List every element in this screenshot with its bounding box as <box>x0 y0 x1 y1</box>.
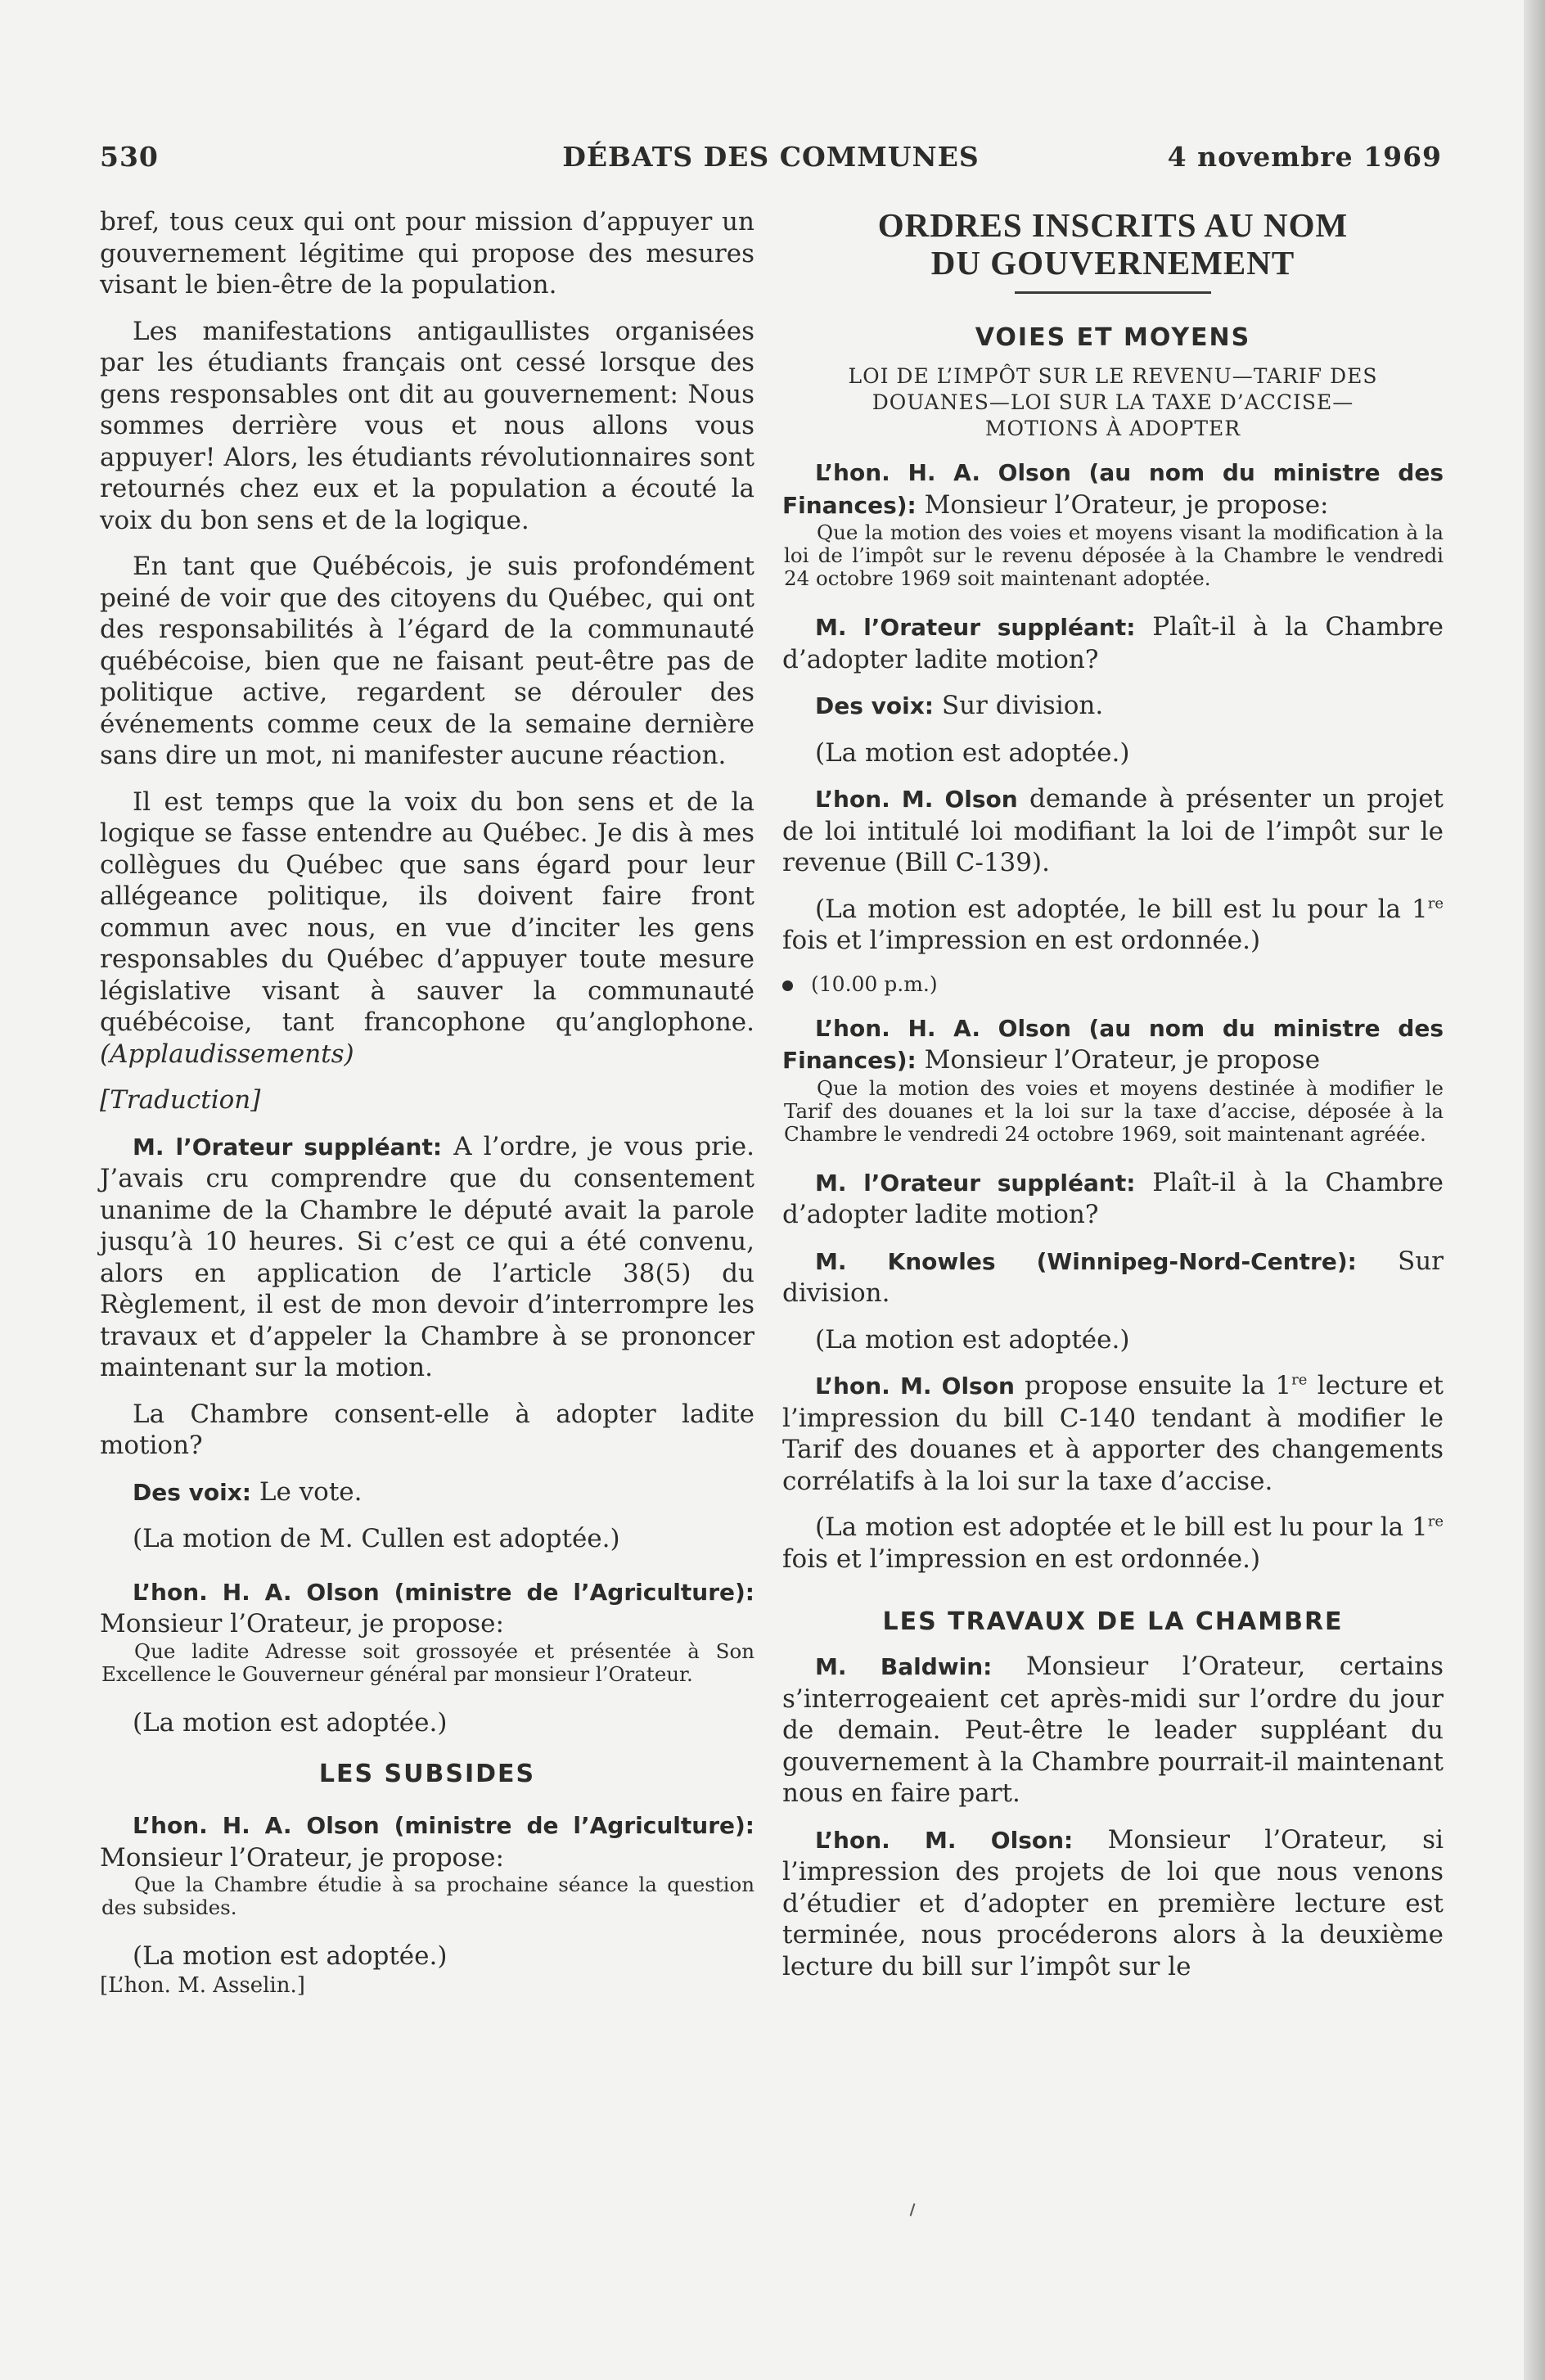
speech <box>100 1131 754 1384</box>
page-header <box>100 141 1442 180</box>
procedural-note: (La motion est adoptée et le bill est lu pour la 1re fois et l’impression en est ordonnée.) <box>782 1512 1444 1574</box>
speech <box>782 1012 1444 1077</box>
procedural-note: (La motion de M. Cullen est adoptée.) <box>133 1524 620 1553</box>
speech-text: Le vote. <box>251 1476 363 1507</box>
speech <box>782 1246 1444 1309</box>
applause-note: (Applaudissements) <box>100 1039 354 1069</box>
procedural-note: (La motion est adoptée.) <box>815 737 1130 768</box>
speaker-name: L’hon. H. A. Olson (ministre de l’Agriculture): <box>133 1578 754 1606</box>
print-mark <box>910 2203 916 2216</box>
motion-text: Que la motion des voies et moyens visant la modification à la loi de l’impôt sur le revenu déposée à la Chambre le vendredi 24 octobre 1969 soit maintenant adoptée. <box>784 521 1444 590</box>
speaker-tag: [L’hon. M. Asselin.] <box>100 1972 305 1998</box>
right-column <box>782 206 1444 1982</box>
speech <box>782 457 1444 521</box>
page-edge-shadow <box>1524 0 1545 2380</box>
paragraph: La Chambre consent-elle à adopter ladite motion? <box>100 1399 754 1460</box>
speaker-name: L’hon. M. Olson <box>815 786 1018 813</box>
heading-rule <box>1015 291 1211 294</box>
speech <box>782 1651 1444 1810</box>
paragraph <box>100 787 754 1071</box>
motion-text: Que la Chambre étudie à sa prochaine séance la question des subsides. <box>101 1873 754 1919</box>
speech <box>100 1576 754 1640</box>
journal-title: DÉBATS DES COMMUNES <box>562 141 980 173</box>
speech <box>100 1476 754 1509</box>
speech-text: Sur division. <box>934 691 1104 720</box>
speech-text: Monsieur l’Orateur, certains s’interrogeaient cet après-midi sur l’ordre du jour de demain. Peut-être le leader suppléant du gouvernement à la Chambre pourrait-il maintenant nous en faire part. <box>782 1652 1444 1808</box>
time-marker: (10.00 p.m.) <box>782 971 1444 998</box>
translation-note: [Traduction] <box>100 1085 261 1115</box>
speech-text: Monsieur l’Orateur, je propose <box>916 1045 1321 1075</box>
speech <box>782 1167 1444 1231</box>
speech: L’hon. M. Olson propose ensuite la 1re lecture et l’impression du bill C-140 tendant à modifier le Tarif des douanes et à apporter des changements corrélatifs à la loi sur la taxe d’accise. <box>782 1371 1444 1496</box>
speaker-name: Des voix: <box>815 692 934 719</box>
speaker-name: Des voix: <box>133 1478 251 1506</box>
speaker-name: M. Baldwin: <box>815 1653 993 1680</box>
sub-heading: LOI DE L’IMPÔT SUR LE REVENU—TARIF DES DOUANES—LOI SUR LA TAXE D’ACCISE— MOTIONS À ADOPTER <box>848 364 1378 440</box>
speaker-name: L’hon. M. Olson <box>815 1373 1015 1400</box>
procedural-note: (La motion est adoptée.) <box>133 1707 448 1738</box>
speech-text: Monsieur l’Orateur, je propose: <box>100 1609 504 1639</box>
section-heading: LES TRAVAUX DE LA CHAMBRE <box>882 1607 1344 1636</box>
speaker-name: L’hon. M. Olson: <box>815 1826 1074 1854</box>
speaker-name: M. l’Orateur suppléant: <box>133 1133 443 1161</box>
paragraph-text: Il est temps que la voix du bon sens et de la logique se fasse entendre au Québec. Je dis à mes collègues du Québec que sans égard pour leur allégeance politique, ils doivent faire front commun avec nous, en vue d’inciter les gens responsables du Québec d’appuyer toute mesure législative visant à sauver la communauté québécoise, tant francophone qu’anglophone. <box>100 787 754 1037</box>
speech <box>100 1810 754 1873</box>
speaker-name: M. l’Orateur suppléant: <box>815 1169 1136 1197</box>
main-heading: ORDRES INSCRITS AU NOM DU GOUVERNEMENT <box>877 206 1349 282</box>
speaker-name: L’hon. H. A. Olson (au nom du ministre des Finances): <box>782 459 1444 519</box>
page-date: 4 novembre 1969 <box>1167 141 1442 173</box>
speech-text: demande à présenter un projet de loi intitulé loi modifiant la loi de l’impôt sur le revenue (Bill C-139). <box>782 784 1444 877</box>
section-heading: VOIES ET MOYENS <box>975 323 1251 352</box>
left-column <box>100 206 754 1999</box>
speech <box>782 611 1444 675</box>
speaker-name: M. Knowles (Winnipeg-Nord-Centre): <box>815 1247 1357 1275</box>
speaker-name: M. l’Orateur suppléant: <box>815 614 1136 641</box>
motion-text: Que la motion des voies et moyens destinée à modifier le Tarif des douanes et la loi sur la taxe d’accise, déposée à la Chambre le vendredi 24 octobre 1969, soit maintenant agréée. <box>784 1075 1444 1146</box>
speech-text: Sur division. <box>782 1246 1444 1308</box>
bullet-icon <box>782 980 793 991</box>
page-number: 530 <box>100 141 159 173</box>
speaker-name: L’hon. H. A. Olson (au nom du ministre des Finances): <box>782 1014 1444 1074</box>
motion-text: Que ladite Adresse soit grossoyée et présentée à Son Excellence le Gouverneur général par monsieur l’Orateur. <box>101 1639 754 1686</box>
speech <box>782 1824 1444 1983</box>
paragraph: En tant que Québécois, je suis profondément peiné de voir que des citoyens du Québec, qui ont des responsabilités à l’égard de la communauté québécoise, bien que ne faisant peut-être pas de politique active, regardent se dérouler des événements comme ceux de la semaine dernière sans dire un mot, ni manifester aucune réaction. <box>100 552 754 770</box>
section-heading: LES SUBSIDES <box>318 1760 536 1788</box>
procedural-note: (La motion est adoptée.) <box>815 1324 1130 1355</box>
speech-text: Plaît-il à la Chambre d’adopter ladite motion? <box>782 612 1444 674</box>
procedural-note: (La motion est adoptée, le bill est lu pour la 1re fois et l’impression en est ordonnée.) <box>782 894 1444 955</box>
speech-text: Monsieur l’Orateur, je propose: <box>100 1842 504 1873</box>
paragraph: Les manifestations antigaullistes organisées par les étudiants français ont cessé lorsque des gens responsables ont dit au gouvernement: Nous sommes derrière vous et nous allons vous appuyer! Alors, les étudiants révolutionnaires sont retournés chez eux et la population a écouté la voix du bon sens et de la logique. <box>100 316 754 535</box>
speech-text: Monsieur l’Orateur, si l’impression des projets de loi que nous venons d’étudier et d’adopter en première lecture est terminée, nous procéderons alors à la deuxième lecture du bill sur l’impôt sur le <box>782 1824 1444 1981</box>
speech-text: Monsieur l’Orateur, je propose: <box>916 489 1329 520</box>
speech <box>782 783 1444 879</box>
speaker-name: L’hon. H. A. Olson (ministre de l’Agriculture): <box>133 1812 754 1839</box>
procedural-note: (La motion est adoptée.) <box>133 1941 448 1971</box>
speech-text: A l’ordre, je vous prie. J’avais cru comprendre que du consentement unanime de la Chambre le député avait la parole jusqu’à 10 heures. Si c’est ce qui a été convenu, alors en application de l’article 38(5) du Règlement, il est de mon devoir d’interrompre les travaux et d’appeler la Chambre à se prononcer maintenant sur la motion. <box>100 1131 754 1382</box>
speech-text: Plaît-il à la Chambre d’adopter ladite motion? <box>782 1167 1444 1229</box>
speech <box>782 690 1444 723</box>
paragraph: bref, tous ceux qui ont pour mission d’appuyer un gouvernement légitime qui propose des mesures visant le bien-être de la population. <box>100 207 754 300</box>
